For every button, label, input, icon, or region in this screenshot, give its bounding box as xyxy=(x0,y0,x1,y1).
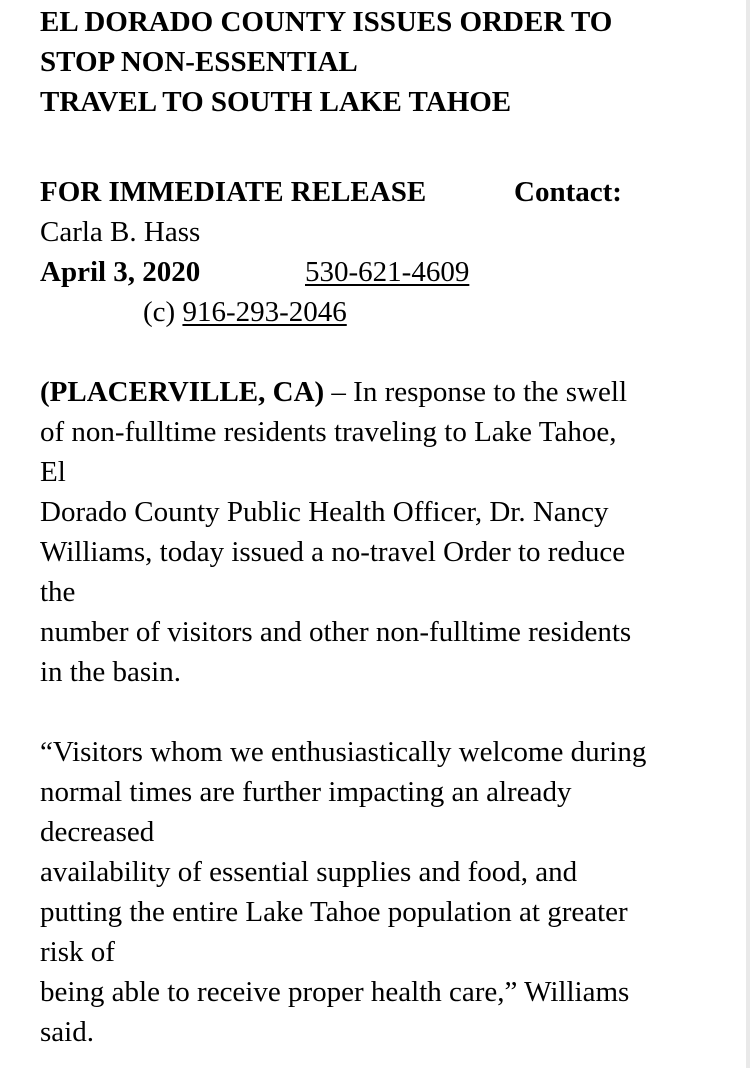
paragraph1-line-7: number of visitors and other non-fulltime residents xyxy=(40,616,632,648)
contact-name: Carla B. Hass xyxy=(40,216,201,248)
paragraph2-line-8: said. xyxy=(40,1016,94,1048)
headline-line-2: STOP NON-ESSENTIAL xyxy=(40,46,358,78)
paragraph1-line-8: in the basin. xyxy=(40,656,181,688)
paragraph2-line-2: normal times are further impacting an already xyxy=(40,776,572,808)
paragraph1-line-2: of non-fulltime residents traveling to Lake Tahoe, xyxy=(40,416,617,448)
paragraph2-line-6: risk of xyxy=(40,936,115,968)
contact-cell-link[interactable]: 916-293-2046 xyxy=(182,296,347,328)
contact-phone-link[interactable]: 530-621-4609 xyxy=(305,256,470,288)
paragraph2-line-4: availability of essential supplies and food, and xyxy=(40,856,578,888)
release-label: FOR IMMEDIATE RELEASE xyxy=(40,176,427,208)
paragraph1-line-6: the xyxy=(40,576,76,608)
contact-label: Contact: xyxy=(514,176,622,208)
release-date: April 3, 2020 xyxy=(40,256,201,288)
paragraph1-line-1-text: – In response to the swell xyxy=(324,376,628,408)
headline-line-3: TRAVEL TO SOUTH LAKE TAHOE xyxy=(40,86,512,118)
paragraph1-line-3: El xyxy=(40,456,66,488)
cell-prefix: (c) xyxy=(143,296,183,328)
paragraph2-line-1: “Visitors whom we enthusiastically welcome during xyxy=(40,736,647,768)
contact-cell xyxy=(143,292,347,332)
paragraph2-line-3: decreased xyxy=(40,816,155,848)
headline-line-1: EL DORADO COUNTY ISSUES ORDER TO xyxy=(40,6,613,38)
paragraph1-line-5: Williams, today issued a no-travel Order to reduce xyxy=(40,536,626,568)
paragraph2-line-5: putting the entire Lake Tahoe population at greater xyxy=(40,896,628,928)
paragraph1-line-1 xyxy=(40,372,627,412)
paragraph1-line-4: Dorado County Public Health Officer, Dr. Nancy xyxy=(40,496,609,528)
dateline: (PLACERVILLE, CA) xyxy=(40,376,325,408)
page-edge xyxy=(746,0,750,1068)
paragraph2-line-7: being able to receive proper health care,” Williams xyxy=(40,976,630,1008)
